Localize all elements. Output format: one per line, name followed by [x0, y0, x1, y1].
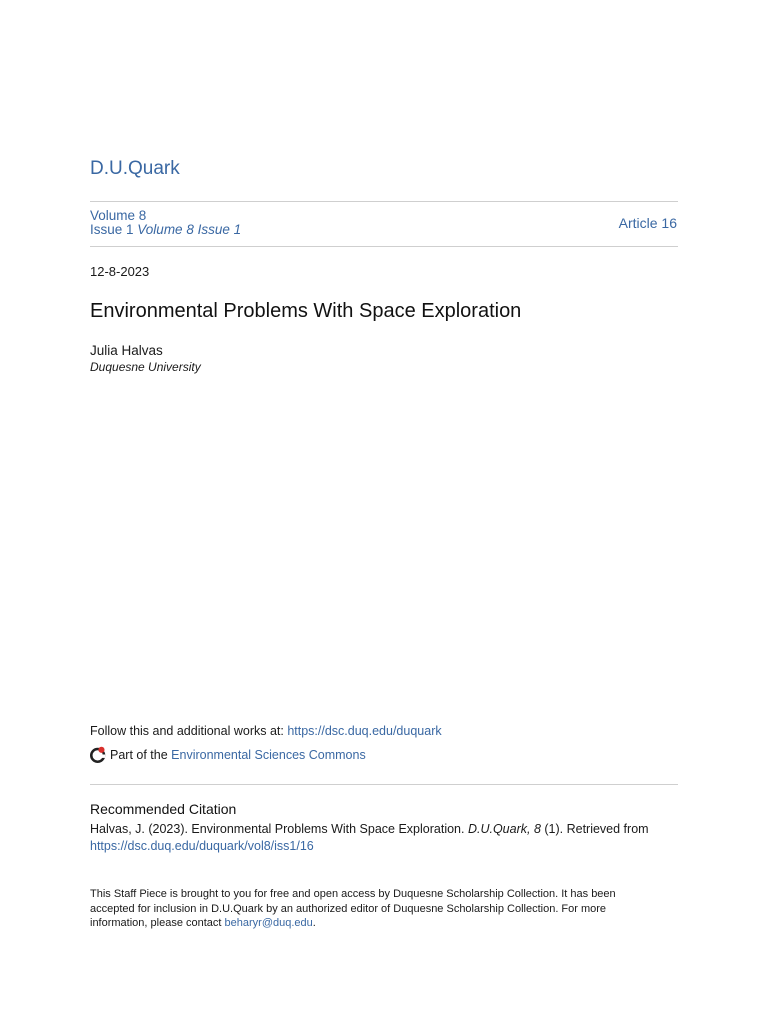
creative-commons-icon [90, 746, 107, 763]
article-title: Environmental Problems With Space Exploration [90, 300, 522, 322]
issue-link[interactable]: Issue 1 [90, 222, 134, 237]
part-of-text: Part of the [110, 747, 168, 762]
author-name: Julia Halvas [90, 343, 163, 358]
access-statement-text: This Staff Piece is brought to you for free and open access by Duquesne Scholarship Collection. It has been accepted for inclusion in D.U.Quark by an authorized editor of Duquesne Scholarship Collection. For more information, please contact [90, 888, 616, 929]
citation-url-link[interactable]: https://dsc.duq.edu/duquark/vol8/iss1/16 [90, 839, 314, 853]
contact-email-link[interactable]: beharyr@duq.edu [224, 917, 313, 929]
follow-line [90, 724, 442, 738]
header-top-divider [90, 201, 678, 202]
author-affiliation: Duquesne University [90, 360, 201, 374]
citation-divider [90, 784, 678, 785]
follow-text: Follow this and additional works at: [90, 724, 288, 738]
publication-date: 12-8-2023 [90, 264, 150, 279]
citation-heading: Recommended Citation [90, 801, 237, 817]
header-bottom-divider [90, 246, 678, 247]
citation-journal: D.U.Quark, 8 [467, 822, 541, 836]
journal-name-link[interactable]: D.U.Quark [90, 158, 180, 179]
commons-link[interactable]: Environmental Sciences Commons [171, 747, 366, 762]
collection-url-link[interactable]: https://dsc.duq.edu/duquark [287, 724, 442, 738]
access-statement [90, 887, 650, 931]
citation-text: Halvas, J. (2023). Environmental Problems With Space Exploration. [90, 822, 468, 836]
citation-body [90, 821, 690, 855]
article-number-link[interactable]: Article 16 [618, 215, 677, 231]
issue-title-link[interactable]: Volume 8 Issue 1 [137, 222, 242, 237]
volume-link[interactable]: Volume 8 [90, 208, 147, 223]
access-statement-end: . [312, 917, 316, 929]
volume-issue-block [90, 209, 241, 237]
citation-text-end: (1). Retrieved from [540, 822, 649, 836]
part-of-line [90, 746, 366, 763]
